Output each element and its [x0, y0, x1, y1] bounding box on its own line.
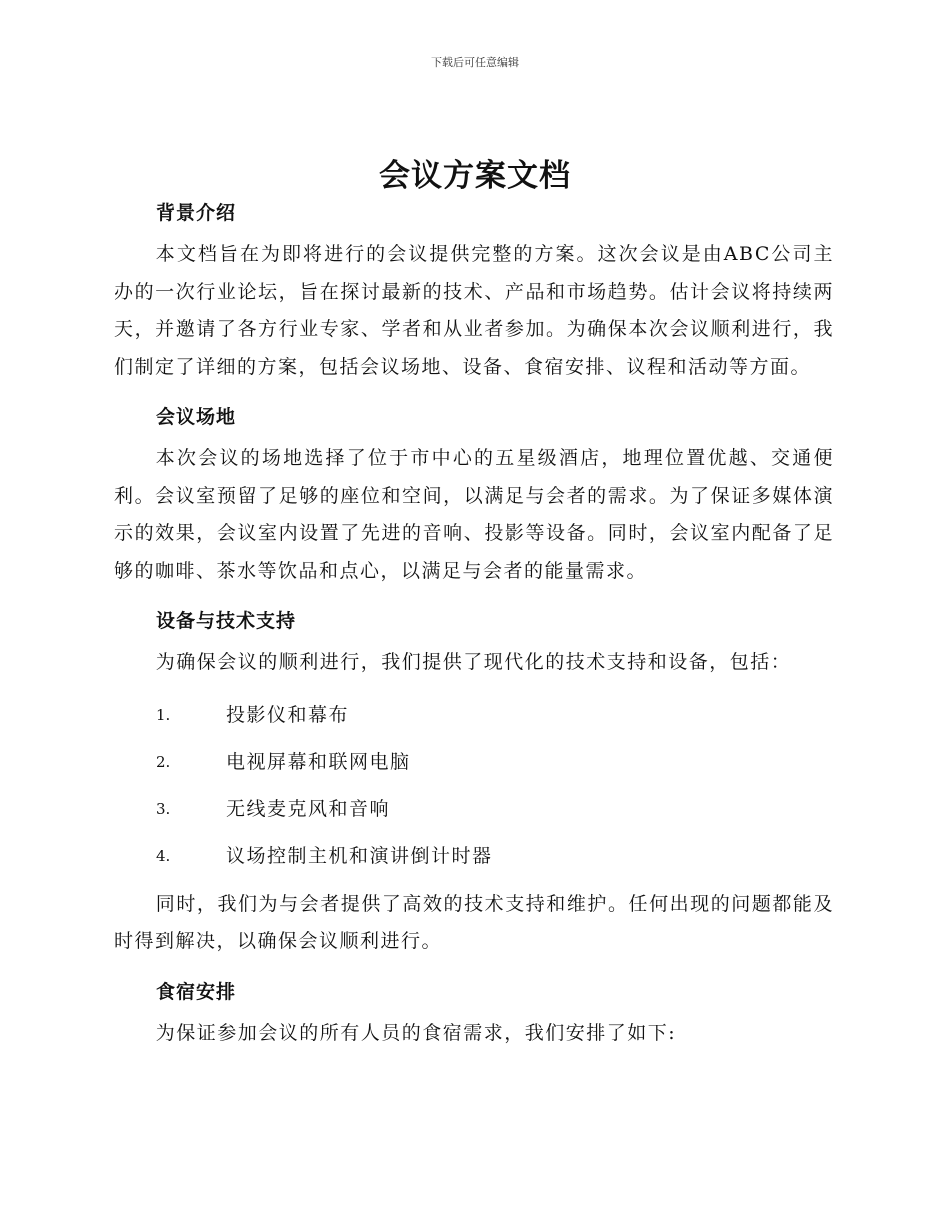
document-body: [114, 196, 834, 1058]
accommodation-intro: 为保证参加会议的所有人员的食宿需求，我们安排了如下:: [155, 1021, 677, 1044]
equipment-list: [114, 692, 834, 880]
list-item: [114, 692, 834, 739]
section-heading-background: 背景介绍: [156, 202, 237, 224]
list-item-number: 3.: [156, 799, 171, 818]
list-item: [114, 739, 834, 786]
section-heading-venue: 会议场地: [156, 406, 237, 428]
list-item-text: 议场控制主机和演讲倒计时器: [226, 844, 493, 867]
section-heading-accommodation: 食宿安排: [156, 980, 237, 1003]
venue-paragraph: 本次会议的场地选择了位于市中心的五星级酒店，地理位置优越、交通便利。会议室预留了足够的座位和空间，以满足与会者的需求。为了保证多媒体演示的效果，会议室内设置了先进的音响、投影等设备。同时，会议室内配备了足够的咖啡、茶水等饮品和点心，以满足与会者的能量需求。: [114, 447, 834, 582]
list-item: [114, 833, 834, 880]
list-item-text: 电视屏幕和联网电脑: [226, 750, 411, 773]
background-paragraph: 本文档旨在为即将进行的会议提供完整的方案。这次会议是由ABC公司主办的一次行业论坛，旨在探讨最新的技术、产品和市场趋势。估计会议将持续两天，并邀请了各方行业专家、学者和从业者参加。为确保本次会议顺利进行，我们制定了详细的方案，包括会议场地、设备、食宿安排、议程和活动等方面。: [114, 243, 834, 378]
list-item-text: 无线麦克风和音响: [226, 797, 391, 820]
list-item-text: 投影仪和幕布: [226, 703, 350, 726]
equipment-closing: 同时，我们为与会者提供了高效的技术支持和维护。任何出现的问题都能及时得到解决，以确保会议顺利进行。: [114, 892, 834, 952]
header-note: 下载后可任意编辑: [431, 56, 519, 69]
equipment-intro: 为确保会议的顺利进行，我们提供了现代化的技术支持和设备，包括：: [155, 651, 792, 673]
list-item-number: 2.: [156, 752, 171, 771]
section-heading-equipment: 设备与技术支持: [156, 610, 297, 632]
document-title: 会议方案文档: [379, 158, 571, 194]
list-item: [114, 786, 834, 833]
list-item-number: 1.: [156, 705, 171, 724]
list-item-number: 4.: [156, 846, 171, 865]
